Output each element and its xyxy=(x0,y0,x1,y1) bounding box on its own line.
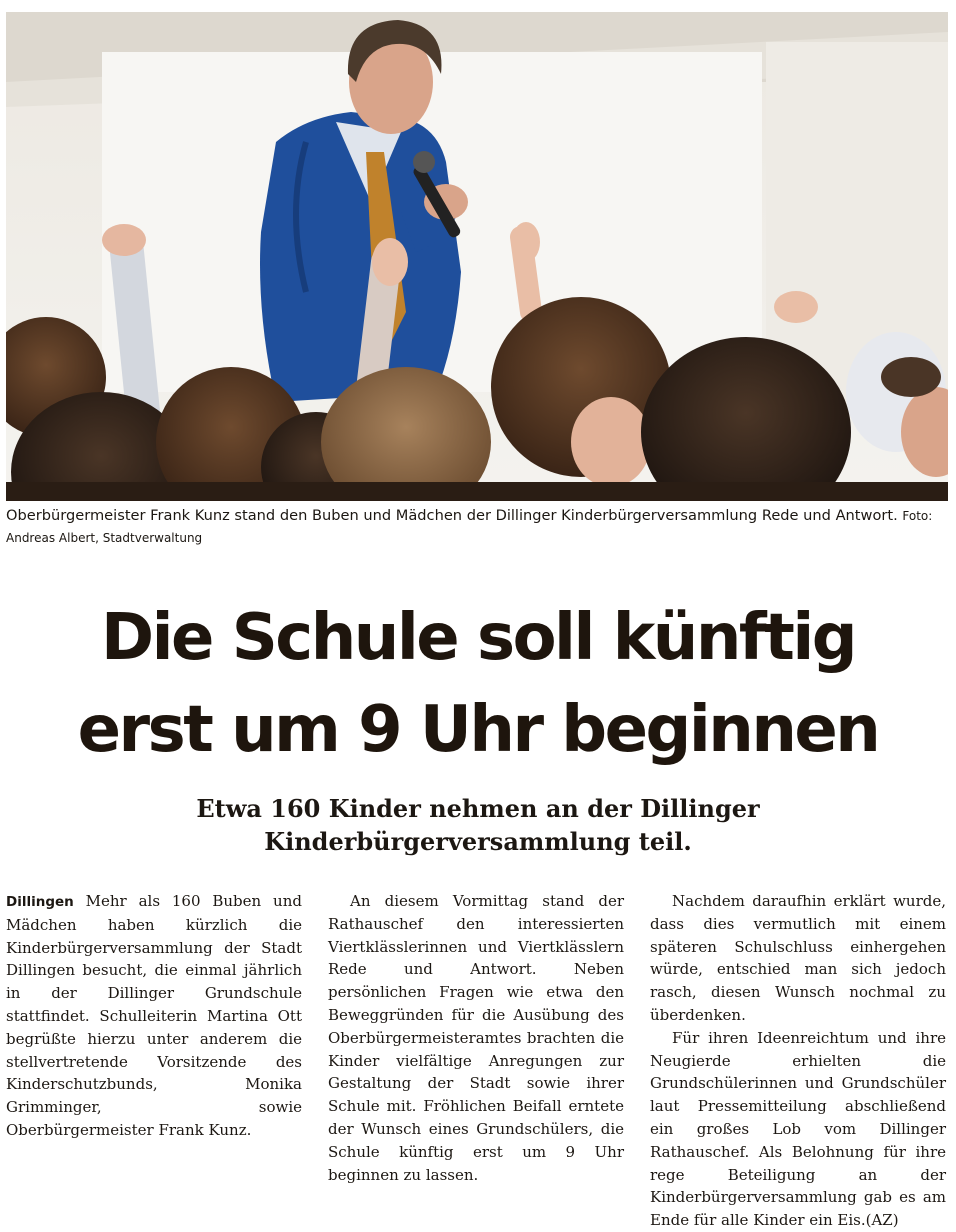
article-body xyxy=(6,890,948,1232)
article-column-3 xyxy=(650,890,946,1232)
paragraph-3: Nachdem daraufhin erklärt wurde, dass dies vermutlich mit einem späteren Schulschluss einhergehen würde, entschied man sich jedoch rasch, diesen Wunsch nochmal zu überdenken. xyxy=(650,892,946,1024)
paragraph-2: An diesem Vormittag stand der Rathauschef den interessierten Viertklässlerinnen und Viertklässlern Rede und Antwort. Neben persönlichen Fragen wie etwa den Beweggründen für die Ausübung des Oberbürgermeisteramtes brachten die Kinder vielfältige Anregungen zur Gestaltung der Stadt sowie ihrer Schule mit. Fröhlichen Beifall erntete der Wunsch eines Grundschülers, die Schule künftig erst um 9 Uhr beginnen zu lassen. xyxy=(328,892,624,1184)
article-column-1 xyxy=(6,890,302,1232)
caption-text: Oberbürgermeister Frank Kunz stand den Buben und Mädchen der Dillinger Kinderbürgerversammlung Rede und Antwort. xyxy=(6,507,898,524)
subhead-line-2: Kinderbürgerversammlung teil. xyxy=(264,827,692,856)
paragraph-1-text: Mehr als 160 Buben und Mädchen haben kürzlich die Kinderbürgerversammlung der Stadt Dillingen besucht, die einmal jährlich in der Dillinger Grundschule stattfindet. Schulleiterin Martina Ott begrüßte hierzu unter anderem die stellvertretende Vorsitzende des Kinderschutzbunds, Monika Grimminger, sowie Oberbürgermeister Frank Kunz. xyxy=(6,892,302,1139)
paragraph-1 xyxy=(6,890,302,1142)
article-photo xyxy=(6,12,948,501)
article-headline xyxy=(0,592,956,776)
headline-line-2: erst um 9 Uhr beginnen xyxy=(77,693,879,767)
photo-credit: Foto: Andreas Albert, Stadtverwaltung xyxy=(6,509,933,545)
headline-line-1: Die Schule soll künftig xyxy=(100,601,856,675)
photo-caption xyxy=(6,505,950,549)
paragraph-4: Für ihren Ideenreichtum und ihre Neugierde erhielten die Grundschülerinnen und Grundschüler laut Pressemitteilung abschließend ein großes Lob vom Dillinger Rathauschef. Als Belohnung für ihre rege Beteiligung an der Kinderbürgerversammlung gab es am Ende für alle Kinder ein Eis.(AZ) xyxy=(650,1028,946,1230)
article-column-2 xyxy=(328,890,624,1232)
article-subheadline xyxy=(0,792,956,858)
dateline: Dillingen xyxy=(6,894,74,910)
subhead-line-1: Etwa 160 Kinder nehmen an der Dillinger xyxy=(196,794,760,823)
